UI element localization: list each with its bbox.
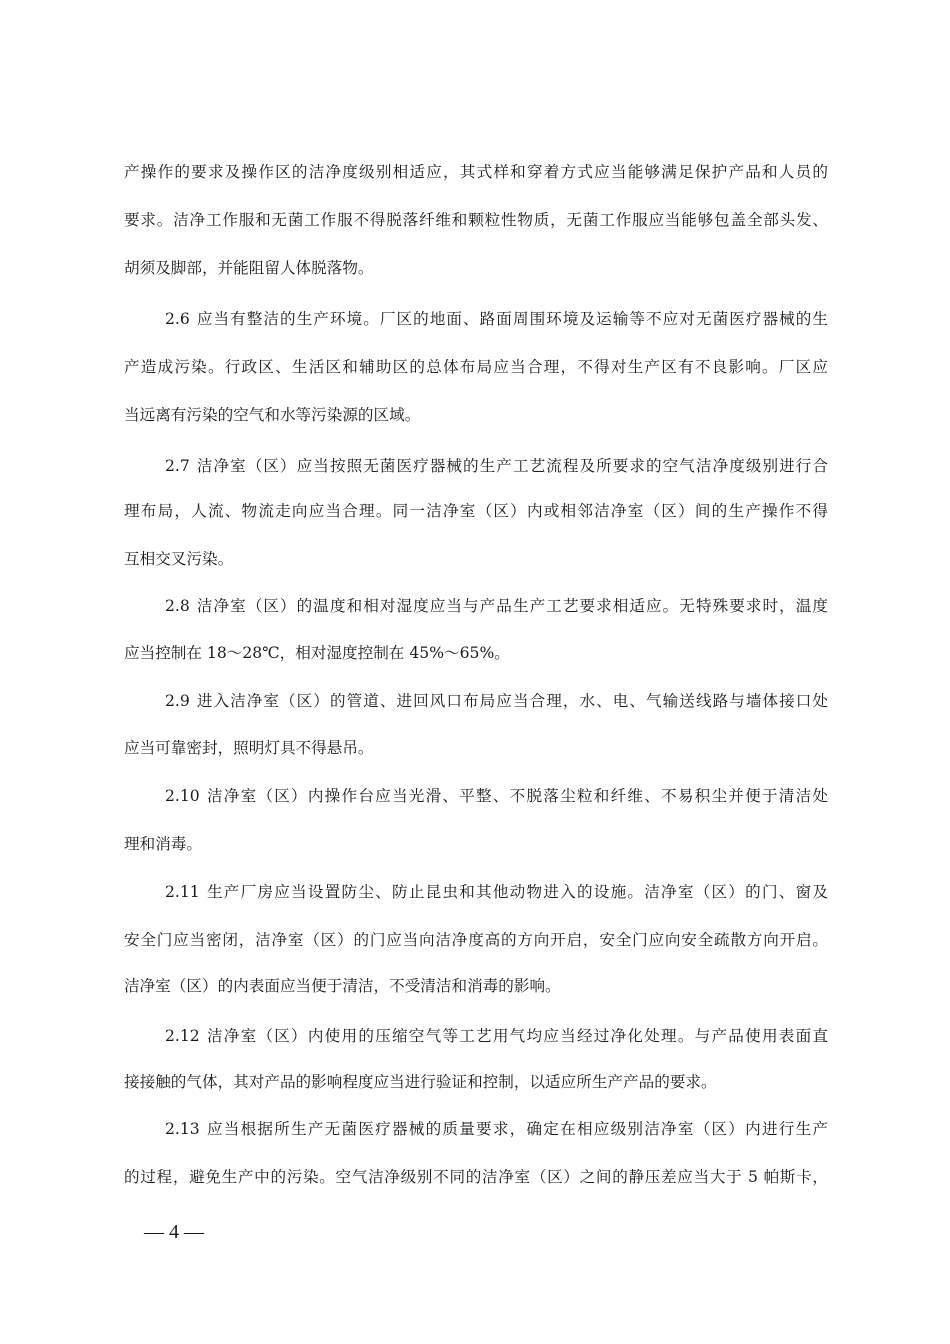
clause-2-10-line-1 bbox=[165, 781, 828, 811]
clause-text: 生产厂房应当设置防尘、防止昆虫和其他动物进入的设施。洁净室（区）的门、窗及 bbox=[205, 883, 828, 901]
clause-text: 洁净室（区）的温度和相对湿度应当与产品生产工艺要求相适应。无特殊要求时，温度 bbox=[195, 597, 828, 615]
clause-text: 洁净室（区）内操作台应当光滑、平整、不脱落尘粒和纤维、不易积尘并便于清洁处 bbox=[205, 787, 828, 805]
clause-2-6-line-1 bbox=[165, 304, 828, 334]
clause-number: 2.8 bbox=[165, 597, 190, 615]
paragraph-continuation-line-3: 胡须及脚部，并能阻留人体脱落物。 bbox=[124, 259, 374, 277]
clause-2-7-line-3: 互相交叉污染。 bbox=[124, 550, 234, 568]
clause-2-11-line-2: 安全门应当密闭，洁净室（区）的门应当向洁净度高的方向开启，安全门应向安全疏散方向开启。 bbox=[124, 931, 828, 949]
clause-2-13-line-1 bbox=[165, 1114, 828, 1144]
clause-text: 应当根据所生产无菌医疗器械的质量要求，确定在相应级别洁净室（区）内进行生产 bbox=[205, 1120, 828, 1138]
clause-2-8-line-1 bbox=[165, 591, 828, 621]
clause-number: 2.12 bbox=[165, 1027, 200, 1045]
clause-2-8-line-2: 应当控制在 18～28℃，相对湿度控制在 45%～65%。 bbox=[124, 644, 510, 662]
clause-number: 2.6 bbox=[165, 310, 190, 328]
clause-2-9-line-1 bbox=[165, 686, 828, 716]
clause-2-13-line-2: 的过程，避免生产中的污染。空气洁净级别不同的洁净室（区）之间的静压差应当大于 5 帕斯卡， bbox=[124, 1168, 828, 1186]
clause-text: 应当有整洁的生产环境。厂区的地面、路面周围环境及运输等不应对无菌医疗器械的生 bbox=[195, 310, 828, 328]
page-number: — 4 — bbox=[144, 1221, 204, 1243]
clause-number: 2.7 bbox=[165, 457, 190, 475]
clause-2-7-line-2: 理布局，人流、物流走向应当合理。同一洁净室（区）内或相邻洁净室（区）间的生产操作不得 bbox=[124, 502, 828, 520]
clause-number: 2.10 bbox=[165, 787, 200, 805]
clause-2-7-line-1 bbox=[165, 451, 828, 481]
clause-text: 洁净室（区）应当按照无菌医疗器械的生产工艺流程及所要求的空气洁净度级别进行合 bbox=[195, 457, 828, 475]
clause-2-11-line-3: 洁净室（区）的内表面应当便于清洁，不受清洁和消毒的影响。 bbox=[124, 977, 561, 995]
clause-number: 2.13 bbox=[165, 1120, 200, 1138]
clause-2-10-line-2: 理和消毒。 bbox=[124, 835, 202, 853]
paragraph-continuation-line-1: 产操作的要求及操作区的洁净度级别相适应，其式样和穿着方式应当能够满足保护产品和人员的 bbox=[124, 163, 828, 181]
clause-text: 洁净室（区）内使用的压缩空气等工艺用气均应当经过净化处理。与产品使用表面直 bbox=[205, 1027, 828, 1045]
clause-2-6-line-3: 当远离有污染的空气和水等污染源的区域。 bbox=[124, 406, 421, 424]
clause-2-12-line-1 bbox=[165, 1021, 828, 1051]
clause-2-9-line-2: 应当可靠密封，照明灯具不得悬吊。 bbox=[124, 739, 374, 757]
clause-text: 进入洁净室（区）的管道、进回风口布局应当合理，水、电、气输送线路与墙体接口处 bbox=[195, 692, 828, 710]
clause-2-11-line-1 bbox=[165, 877, 828, 907]
clause-number: 2.9 bbox=[165, 692, 190, 710]
clause-number: 2.11 bbox=[165, 883, 200, 901]
paragraph-continuation-line-2: 要求。洁净工作服和无菌工作服不得脱落纤维和颗粒性物质，无菌工作服应当能够包盖全部头发、 bbox=[124, 211, 828, 229]
clause-2-6-line-2: 产造成污染。行政区、生活区和辅助区的总体布局应当合理，不得对生产区有不良影响。厂区应 bbox=[124, 358, 828, 376]
clause-2-12-line-2: 接接触的气体，其对产品的影响程度应当进行验证和控制，以适应所生产产品的要求。 bbox=[124, 1073, 717, 1091]
